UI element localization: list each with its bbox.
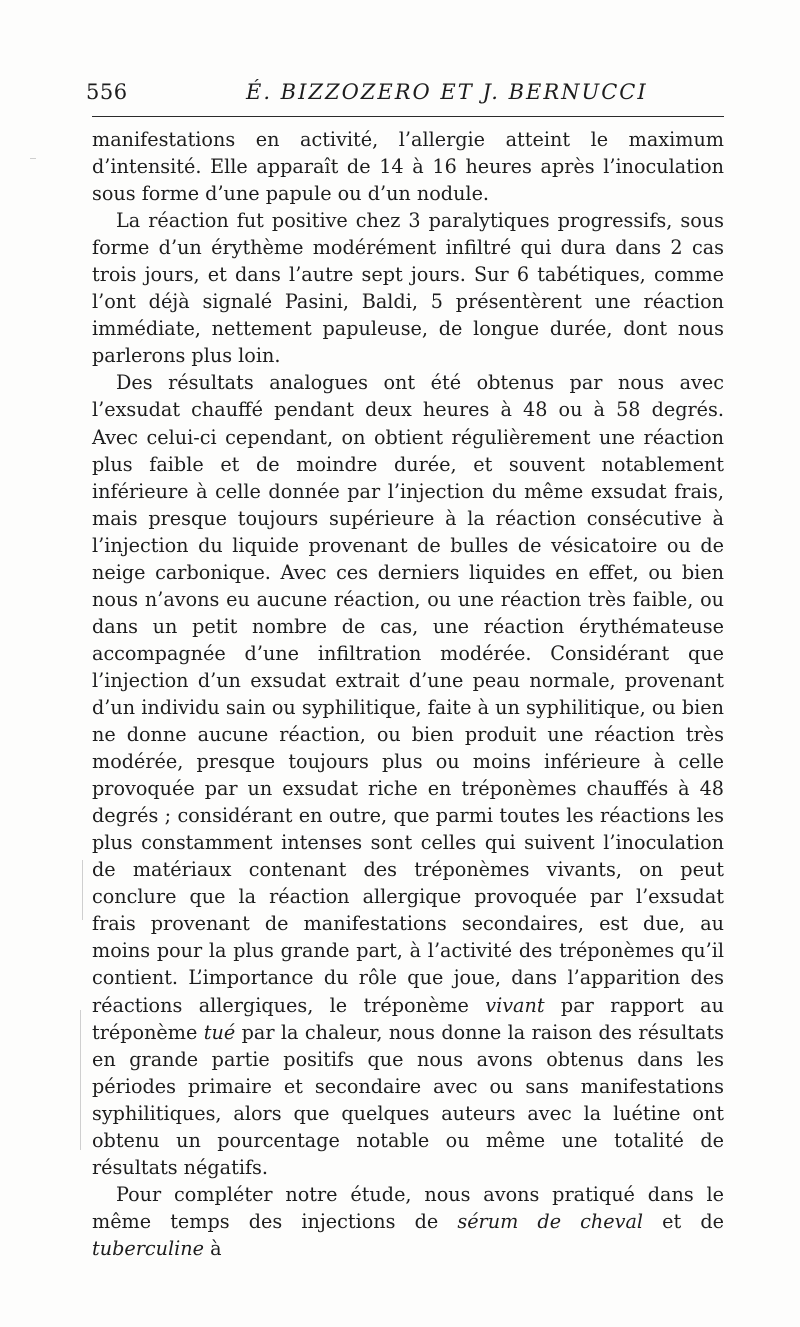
margin-mark bbox=[30, 158, 36, 159]
emphasis-tuberculine: tuberculine bbox=[92, 1236, 204, 1260]
margin-mark bbox=[80, 1010, 81, 1150]
paragraph-1: manifestations en activité, l’allergie atteint le maximum d’intensité. Elle apparaît de 14 à 16 heures après l’inoculation sous forme d’une papule ou d’un nodule. bbox=[92, 128, 724, 206]
paragraph-4-text-b: et de bbox=[643, 1209, 724, 1233]
running-title: É. BIZZOZERO ET J. BERNUCCI bbox=[246, 80, 648, 104]
emphasis-vivant: vivant bbox=[485, 993, 545, 1017]
emphasis-tue: tué bbox=[203, 1020, 236, 1044]
paragraph-3-text-c: par la chaleur, nous donne la raison des résultats en grande partie positifs que nous avons obtenus dans les périodes primaire et secondaire avec ou sans manifestations syphilitiques, alors que quelques auteurs avec la luétine ont obtenu un pourcentage notable ou même une totalité de résultats négatifs. bbox=[92, 1020, 725, 1179]
body-text bbox=[92, 126, 724, 1262]
page-number: 556 bbox=[86, 80, 128, 104]
paragraph-3-text-b: par rapport au tréponème bbox=[92, 993, 724, 1044]
paragraph-3-text-a: Des résultats analogues ont été obtenus par nous avec l’exsudat chauffé pendant deux heures à 48 ou à 58 degrés. Avec celui-ci cependant, on obtient régulièrement une réaction plus faible et de moindre durée, et souvent notablement inférieure à celle donnée par l’injection du même exsudat frais, mais presque toujours supérieure à la réaction consécutive à l’injection du liquide provenant de bulles de vésicatoire ou de neige carbonique. Avec ces derniers liquides en effet, ou bien nous n’avons eu aucune réaction, ou une réaction très faible, ou dans un petit nombre de cas, une réaction érythémateuse accompagnée d’une infiltration modérée. Considérant que l’injection d’un exsudat extrait d’une peau normale, provenant d’un individu sain ou syphilitique, faite à un syphilitique, ou bien ne donne aucune réaction, ou bien produit une réaction très modérée, presque toujours plus ou moins inférieure à celle provoquée par un exsudat riche en tréponèmes chauffés à 48 degrés ; considérant en outre, que parmi toutes les réactions les plus constamment intenses sont celles qui suivent l’inoculation de matériaux contenant des tréponèmes vivants, on peut conclure que la réaction allergique provoquée par l’exsudat frais provenant de manifestations secondaires, est due, au moins pour la plus grande part, à l’activité des tréponèmes qu’il contient. L’importance du rôle que joue, dans l’apparition des réactions allergiques, le tréponème bbox=[92, 371, 724, 1017]
margin-mark bbox=[82, 860, 83, 920]
running-header bbox=[86, 80, 722, 106]
emphasis-serum-de-cheval: sérum de cheval bbox=[457, 1209, 644, 1233]
paragraph-3 bbox=[92, 369, 724, 1180]
paragraph-2: La réaction fut positive chez 3 paralytiques progressifs, sous forme d’un érythème modérément infiltré qui dura dans 2 cas trois jours, et dans l’autre sept jours. Sur 6 tabétiques, comme l’ont déjà signalé Pasini, Baldi, 5 présentèrent une réaction immédiate, nettement papuleuse, de longue durée, dont nous parlerons plus loin. bbox=[92, 209, 724, 368]
paragraph-4-text-a: Pour compléter notre étude, nous avons pratiqué dans le même temps des injections de bbox=[92, 1182, 724, 1233]
paragraph-4 bbox=[92, 1181, 724, 1262]
paragraph-4-text-c: à bbox=[203, 1236, 222, 1260]
header-rule bbox=[92, 116, 724, 117]
